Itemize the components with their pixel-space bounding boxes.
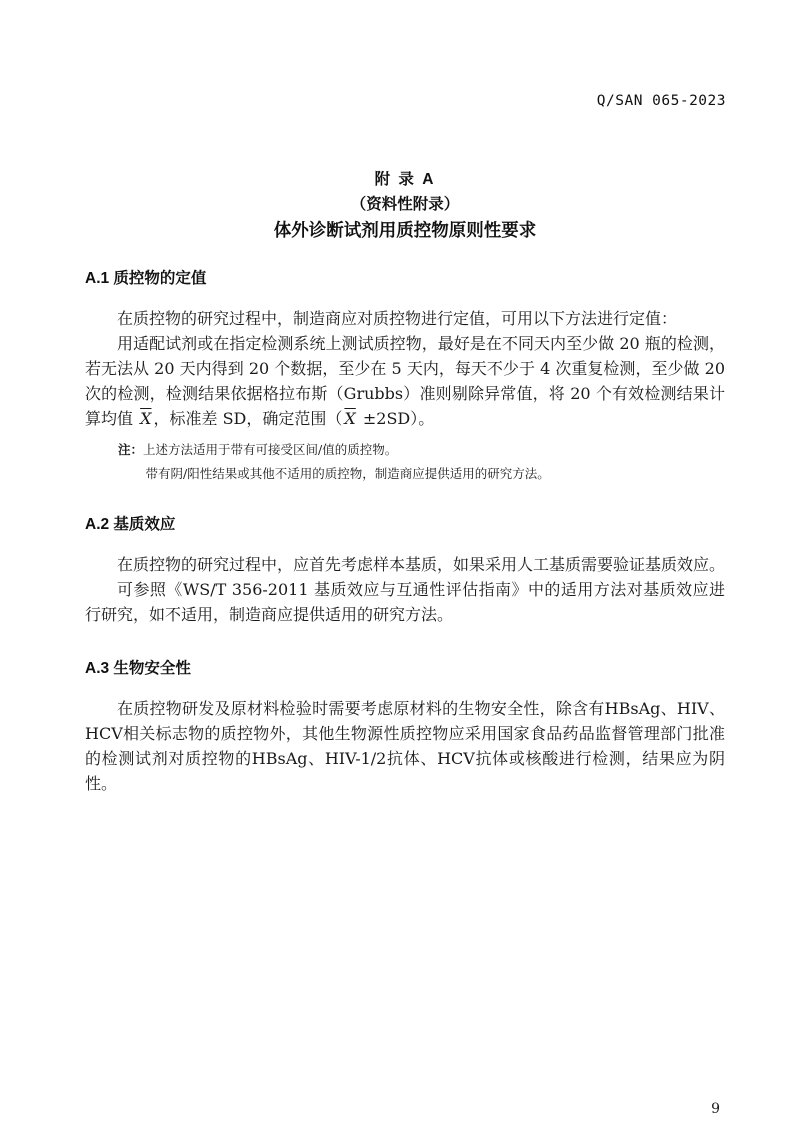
x-bar-symbol: $\overline{X}$: [344, 409, 356, 428]
a1-paragraph-2-text-3: ±2SD）。: [357, 409, 435, 428]
page-content: [85, 168, 725, 796]
a1-note-line-2: 带有阴/阳性结果或其他不适用的质控物，制造商应提供适用的研究方法。: [145, 466, 550, 481]
doc-number: Q/SAN 065-2023: [596, 93, 726, 109]
appendix-label: 附 录 A: [374, 171, 436, 188]
a3-paragraph-1: 在质控物研发及原材料检验时需要考虑原材料的生物安全性，除含有HBsAg、HIV、HCV相关标志物的质控物外，其他生物源性质控物应采用国家食品药品监督管理部门批准的检测试剂对质控物的HBsAg、HIV-1/2抗体、HCV抗体或核酸进行检测，结果应为阴性。: [85, 699, 725, 793]
a1-paragraph-2-text-1: 用适配试剂或在指定检测系统上测试质控物，最好是在不同天内至少做 20 瓶的检测，若无法从 20 天内得到 20 个数据，至少在 5 天内，每天不少于 4 次重复检测，至少做 20 次的检测，检测结果依据格拉布斯（Grubbs）准则剔除异常值，将 20 个有效检测结果计算均值: [85, 334, 725, 428]
appendix-title-block: [85, 168, 725, 243]
a1-note-line-1-text: 上述方法适用于带有可接受区间/值的质控物。: [143, 442, 398, 457]
section-heading-a1: A.1 质控物的定值: [85, 270, 207, 287]
note-label: 注：: [118, 443, 144, 457]
x-bar-symbol: $\overline{X}$: [140, 409, 152, 428]
a2-paragraph-2: 可参照《WS/T 356-2011 基质效应与互通性评估指南》中的适用方法对基质效应进行研究，如不适用，制造商应提供适用的研究方法。: [85, 580, 725, 624]
a1-paragraph-2-text-2: ，标准差 SD，确定范围（: [153, 409, 343, 428]
section-heading-a3: A.3 生物安全性: [85, 660, 191, 677]
appendix-name: 体外诊断试剂用质控物原则性要求: [273, 220, 537, 240]
page-number: 9: [711, 1101, 720, 1117]
section-heading-a2: A.2 基质效应: [85, 516, 176, 533]
a1-note: [118, 438, 725, 485]
a1-paragraph-1: 在质控物的研究过程中，制造商应对质控物进行定值，可用以下方法进行定值：: [117, 309, 678, 328]
a1-paragraph-2: [85, 331, 725, 431]
a1-note-line-1: [118, 438, 725, 462]
a2-paragraph-1: 在质控物的研究过程中，应首先考虑样本基质，如果采用人工基质需要验证基质效应。: [117, 555, 726, 574]
appendix-type: （资料性附录）: [350, 196, 460, 213]
